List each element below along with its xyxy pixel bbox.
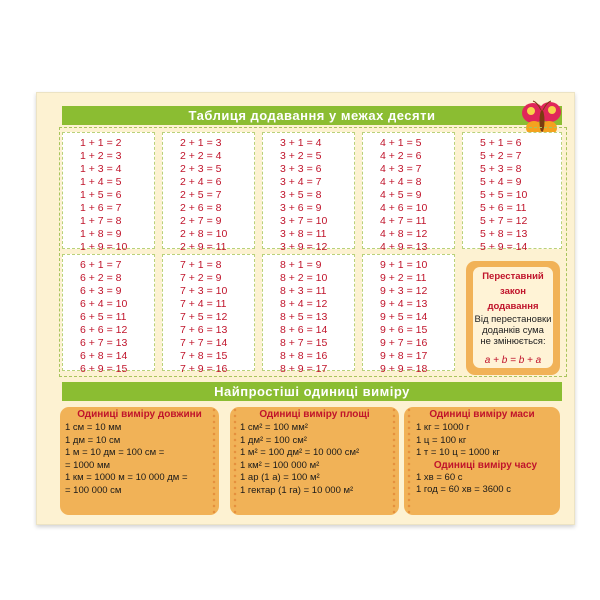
commutative-law-box — [466, 261, 560, 375]
mass-time-units-list — [416, 422, 555, 497]
addition-fact: 8 + 2 = 10 — [280, 272, 328, 284]
addition-fact: 8 + 4 = 12 — [280, 298, 328, 310]
addition-fact: 6 + 1 = 7 — [80, 259, 122, 271]
addition-fact: 2 + 5 = 7 — [180, 189, 222, 201]
addition-fact: 1 + 9 = 10 — [80, 241, 128, 253]
addition-fact: 8 + 7 = 15 — [280, 337, 328, 349]
addition-fact: 6 + 7 = 13 — [80, 337, 128, 349]
addition-fact: 7 + 4 = 11 — [180, 298, 227, 310]
addition-fact: 1 + 1 = 2 — [80, 137, 122, 149]
addition-fact: 7 + 5 = 12 — [180, 311, 228, 323]
addition-fact: 2 + 3 = 5 — [180, 163, 222, 175]
addition-fact: 4 + 9 = 13 — [380, 241, 428, 253]
length-unit-line: 1 дм = 10 см — [65, 434, 121, 446]
decorative-dots — [406, 407, 412, 515]
addition-fact: 5 + 9 = 14 — [480, 241, 528, 253]
addition-fact: 7 + 9 = 16 — [180, 363, 228, 375]
addition-fact: 9 + 5 = 14 — [380, 311, 428, 323]
law-text-line-2: доданків сума — [482, 325, 544, 336]
addition-fact: 9 + 3 = 12 — [380, 285, 428, 297]
addition-fact: 9 + 9 = 18 — [380, 363, 428, 375]
addition-fact: 1 + 4 = 5 — [80, 176, 122, 188]
addition-fact: 2 + 4 = 6 — [180, 176, 222, 188]
addition-fact: 7 + 2 = 9 — [180, 272, 222, 284]
addition-column-2 — [162, 132, 255, 253]
length-units-box — [60, 407, 219, 515]
addition-fact: 2 + 7 = 9 — [180, 215, 222, 227]
addition-fact: 5 + 1 = 6 — [480, 137, 522, 149]
addition-column-4 — [362, 132, 455, 253]
addition-fact: 4 + 3 = 7 — [380, 163, 422, 175]
addition-fact: 7 + 7 = 14 — [180, 337, 228, 349]
addition-column-3 — [262, 132, 355, 253]
addition-column-7 — [162, 254, 255, 375]
mass-unit-line: 1 ц = 100 кг — [416, 434, 467, 446]
time-units-title: Одиниці виміру часу — [433, 459, 538, 471]
mass-unit-line: 1 кг = 1000 г — [416, 422, 470, 433]
addition-column-9 — [362, 254, 455, 375]
addition-fact: 9 + 1 = 10 — [380, 259, 428, 271]
addition-fact: 9 + 7 = 16 — [380, 337, 428, 349]
addition-fact: 1 + 6 = 7 — [80, 202, 122, 214]
addition-fact: 8 + 6 = 14 — [280, 324, 328, 336]
area-unit-line: 1 гектар (1 га) = 10 000 м² — [240, 484, 354, 496]
units-title: Найпростіші одиниці виміру — [62, 382, 562, 401]
area-units-list — [240, 422, 394, 497]
addition-fact: 5 + 6 = 11 — [480, 202, 527, 214]
addition-fact: 4 + 1 = 5 — [380, 137, 422, 149]
length-unit-line: 1 м = 10 дм = 100 см = — [65, 447, 165, 458]
mass-units-title: Одиниці виміру маси — [429, 409, 535, 420]
law-text-line-1: Від перестановки — [474, 314, 552, 325]
addition-fact: 3 + 1 = 4 — [280, 137, 322, 149]
law-title-line-3: додавання — [487, 301, 539, 312]
addition-fact: 3 + 5 = 8 — [280, 189, 322, 201]
law-text-line-3: не змінюється: — [480, 336, 546, 347]
area-unit-line: 1 м² = 100 дм² = 10 000 см² — [240, 447, 360, 458]
addition-fact: 1 + 2 = 3 — [80, 150, 122, 162]
commutative-law-panel — [473, 267, 553, 368]
addition-fact: 5 + 4 = 9 — [480, 176, 522, 188]
addition-fact: 9 + 6 = 15 — [380, 324, 428, 336]
area-unit-line: 1 ар (1 а) = 100 м² — [240, 472, 320, 483]
addition-fact: 1 + 7 = 8 — [80, 215, 122, 227]
addition-fact: 2 + 8 = 10 — [180, 228, 228, 240]
addition-fact: 4 + 6 = 10 — [380, 202, 428, 214]
addition-fact: 8 + 8 = 16 — [280, 350, 328, 362]
time-unit-line: 1 хв = 60 с — [416, 471, 463, 483]
addition-column-6 — [62, 254, 155, 375]
addition-column-8 — [262, 254, 355, 375]
length-unit-line: = 1000 мм — [65, 459, 111, 471]
addition-column-5 — [462, 132, 562, 253]
addition-fact: 4 + 5 = 9 — [380, 189, 422, 201]
addition-fact: 5 + 5 = 10 — [480, 189, 528, 201]
area-units-box — [230, 407, 399, 515]
addition-fact: 5 + 7 = 12 — [480, 215, 528, 227]
addition-fact: 4 + 4 = 8 — [380, 176, 422, 188]
area-unit-line: 1 дм² = 100 см² — [240, 434, 307, 446]
addition-fact: 3 + 9 = 12 — [280, 241, 328, 253]
time-unit-line: 1 год = 60 хв = 3600 с — [416, 484, 511, 495]
addition-fact: 6 + 6 = 12 — [80, 324, 128, 336]
addition-fact: 3 + 2 = 5 — [280, 150, 322, 162]
addition-fact: 2 + 6 = 8 — [180, 202, 222, 214]
addition-fact: 1 + 3 = 4 — [80, 163, 122, 175]
addition-fact: 5 + 2 = 7 — [480, 150, 522, 162]
addition-fact: 7 + 3 = 10 — [180, 285, 228, 297]
addition-fact: 3 + 6 = 9 — [280, 202, 322, 214]
addition-fact: 1 + 8 = 9 — [80, 228, 122, 240]
addition-fact: 9 + 8 = 17 — [380, 350, 428, 362]
addition-fact: 8 + 9 = 17 — [280, 363, 328, 375]
addition-fact: 3 + 3 = 6 — [280, 163, 322, 175]
addition-fact: 4 + 8 = 12 — [380, 228, 428, 240]
addition-column-1 — [62, 132, 155, 253]
addition-fact: 2 + 2 = 4 — [180, 150, 222, 162]
mass-time-units-box — [404, 407, 560, 515]
law-title-line-1: Переставний — [482, 271, 544, 282]
addition-fact: 5 + 8 = 13 — [480, 228, 528, 240]
length-unit-line: = 100 000 см — [65, 484, 122, 496]
addition-fact: 8 + 5 = 13 — [280, 311, 328, 323]
addition-fact: 1 + 5 = 6 — [80, 189, 122, 201]
law-formula: a + b = b + a — [484, 355, 542, 366]
addition-fact: 6 + 9 = 15 — [80, 363, 128, 375]
addition-fact: 9 + 2 = 11 — [380, 272, 427, 284]
area-units-title: Одиниці виміру площі — [259, 409, 370, 420]
addition-fact: 2 + 1 = 3 — [180, 137, 222, 149]
addition-fact: 4 + 7 = 11 — [380, 215, 427, 227]
addition-fact: 3 + 4 = 7 — [280, 176, 322, 188]
addition-fact: 3 + 7 = 10 — [280, 215, 328, 227]
length-units-list — [65, 422, 214, 497]
area-unit-line: 1 см² = 100 мм² — [240, 422, 308, 433]
addition-fact: 8 + 1 = 9 — [280, 259, 322, 271]
addition-table-title: Таблиця додавання у межах десяти — [62, 106, 562, 125]
addition-card — [36, 92, 575, 525]
length-unit-line: 1 км = 1000 м = 10 000 дм = — [65, 472, 188, 483]
addition-fact: 7 + 1 = 8 — [180, 259, 222, 271]
addition-fact: 9 + 4 = 13 — [380, 298, 428, 310]
law-title-line-2: закон — [499, 286, 527, 297]
addition-fact: 2 + 9 = 11 — [180, 241, 227, 253]
length-units-title: Одиниці виміру довжини — [77, 409, 202, 420]
addition-fact: 6 + 3 = 9 — [80, 285, 122, 297]
addition-fact: 4 + 2 = 6 — [380, 150, 422, 162]
addition-fact: 5 + 3 = 8 — [480, 163, 522, 175]
length-unit-line: 1 см = 10 мм — [65, 422, 122, 433]
addition-fact: 6 + 2 = 8 — [80, 272, 122, 284]
addition-fact: 3 + 8 = 11 — [280, 228, 327, 240]
addition-fact: 6 + 4 = 10 — [80, 298, 128, 310]
addition-fact: 8 + 3 = 11 — [280, 285, 327, 297]
decorative-dots — [232, 407, 238, 515]
addition-fact: 7 + 8 = 15 — [180, 350, 228, 362]
mass-unit-line: 1 т = 10 ц = 1000 кг — [416, 447, 500, 458]
addition-fact: 6 + 8 = 14 — [80, 350, 128, 362]
addition-fact: 6 + 5 = 11 — [80, 311, 127, 323]
area-unit-line: 1 км² = 100 000 м² — [240, 459, 320, 471]
addition-fact: 7 + 6 = 13 — [180, 324, 228, 336]
